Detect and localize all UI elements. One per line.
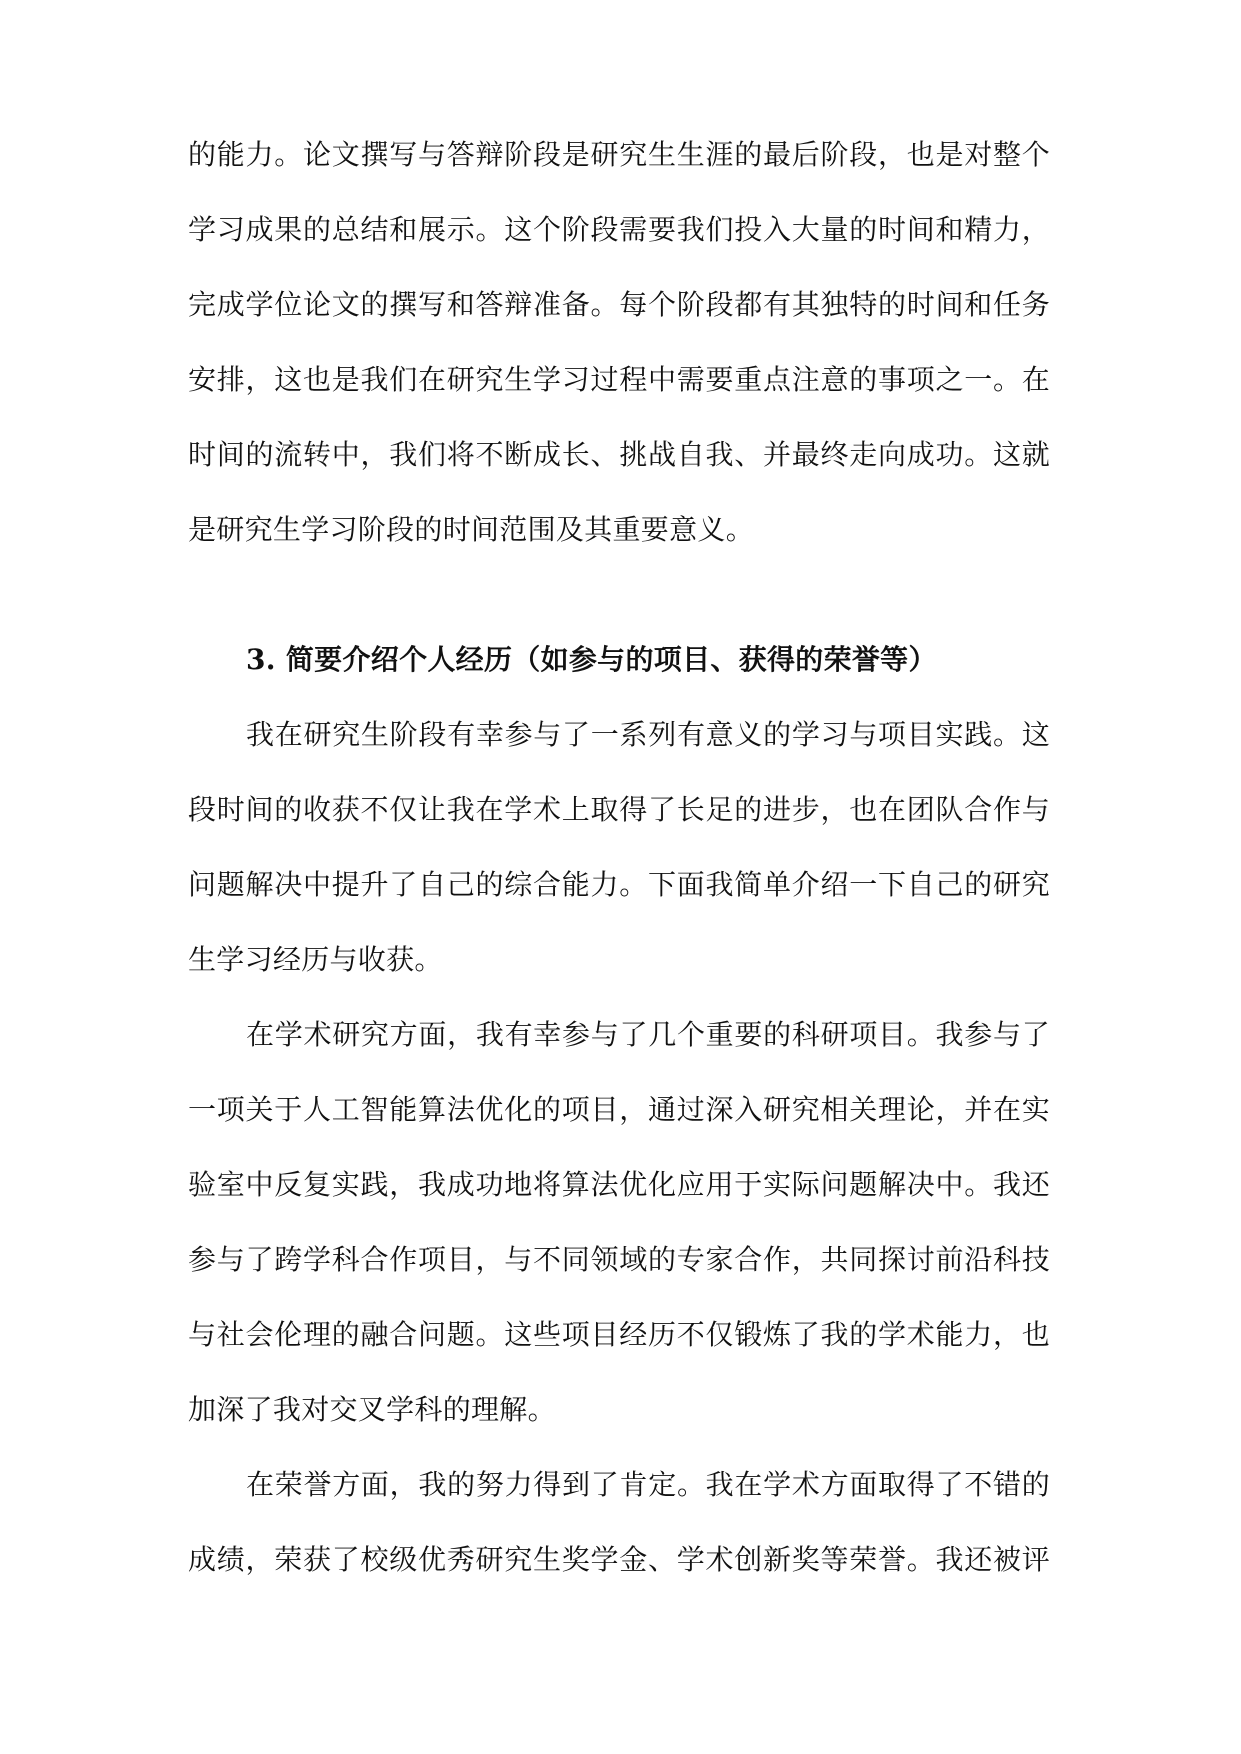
text-line: 在学术研究方面，我有幸参与了几个重要的科研项目。我参与了 xyxy=(246,1018,1050,1051)
text-line: 我在研究生阶段有幸参与了一系列有意义的学习与项目实践。这 xyxy=(246,718,1050,751)
text-line: 一项关于人工智能算法优化的项目，通过深入研究相关理论，并在实 xyxy=(188,1093,1050,1126)
text-line: 在荣誉方面，我的努力得到了肯定。我在学术方面取得了不错的 xyxy=(246,1468,1050,1501)
text-line: 验室中反复实践，我成功地将算法优化应用于实际问题解决中。我还 xyxy=(188,1168,1050,1201)
text-line: 成绩，荣获了校级优秀研究生奖学金、学术创新奖等荣誉。我还被评 xyxy=(188,1543,1050,1576)
paragraph-1 xyxy=(188,697,1050,997)
text-line: 生学习经历与收获。 xyxy=(188,943,443,976)
text-line: 是研究生学习阶段的时间范围及其重要意义。 xyxy=(188,513,755,546)
text-line: 问题解决中提升了自己的综合能力。下面我简单介绍一下自己的研究 xyxy=(188,868,1050,901)
text-line: 参与了跨学科合作项目，与不同领域的专家合作，共同探讨前沿科技 xyxy=(188,1243,1050,1276)
text-line: 完成学位论文的撰写和答辩准备。每个阶段都有其独特的时间和任务 xyxy=(188,288,1050,321)
section-heading-text: 3. 简要介绍个人经历（如参与的项目、获得的荣誉等） xyxy=(246,643,937,676)
text-line: 段时间的收获不仅让我在学术上取得了长足的进步，也在团队合作与 xyxy=(188,793,1050,826)
paragraph-intro xyxy=(188,117,1050,567)
text-line: 加深了我对交叉学科的理解。 xyxy=(188,1393,556,1426)
section-heading xyxy=(188,622,1050,697)
text-line: 安排，这也是我们在研究生学习过程中需要重点注意的事项之一。在 xyxy=(188,363,1050,396)
paragraph-2 xyxy=(188,997,1050,1447)
text-line: 学习成果的总结和展示。这个阶段需要我们投入大量的时间和精力， xyxy=(188,213,1050,246)
text-line: 时间的流转中，我们将不断成长、挑战自我、并最终走向成功。这就 xyxy=(188,438,1050,471)
text-line: 的能力。论文撰写与答辩阶段是研究生生涯的最后阶段，也是对整个 xyxy=(188,138,1050,171)
paragraph-3 xyxy=(188,1447,1050,1597)
text-line: 与社会伦理的融合问题。这些项目经历不仅锻炼了我的学术能力，也 xyxy=(188,1318,1050,1351)
